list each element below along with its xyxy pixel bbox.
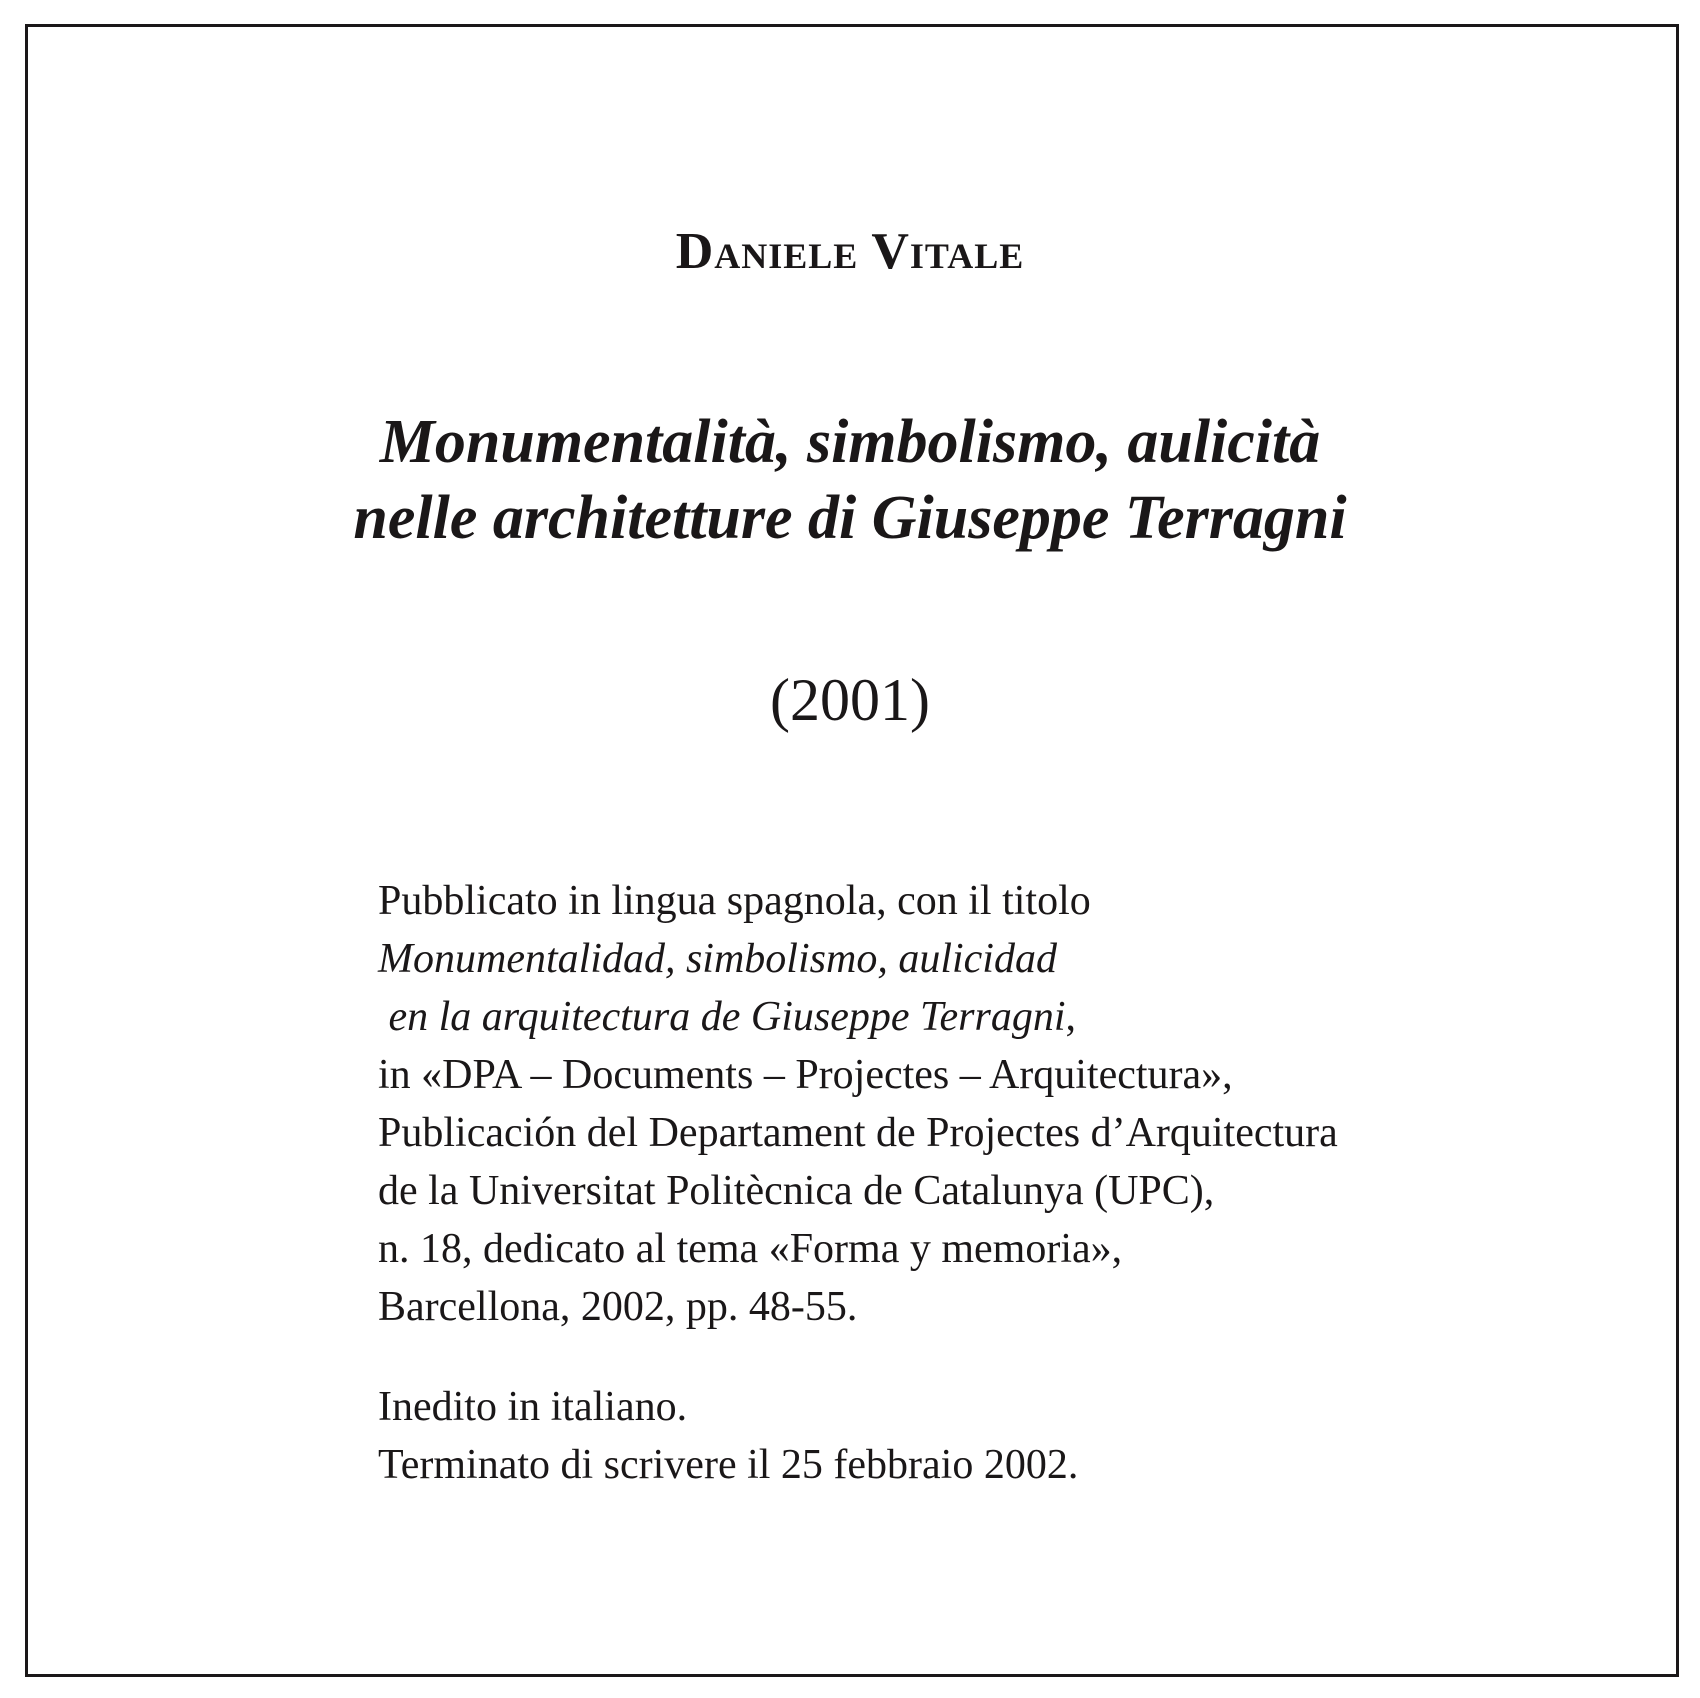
issue-info: n. 18, dedicato al tema «Forma y memoria»,	[378, 1226, 1123, 1272]
completion-date-note: Terminato di scrivere il 25 febbraio 2002.	[378, 1442, 1079, 1488]
unpublished-note: Inedito in italiano.	[378, 1384, 688, 1430]
spanish-title-line-2: en la arquitectura de Giuseppe Terragni	[388, 994, 1066, 1040]
publication-intro: Pubblicato in lingua spagnola, con il titolo	[378, 878, 1091, 924]
essay-title-line-1: Monumentalità, simbolismo, aulicità	[379, 408, 1321, 476]
journal-name: in «DPA – Documents – Projectes – Arquitectura»,	[378, 1052, 1233, 1098]
essay-year: (2001)	[770, 667, 930, 733]
publisher-line-1: Publicación del Departament de Projectes d’Arquitectura	[378, 1110, 1338, 1156]
essay-title	[0, 404, 1700, 556]
spanish-title-suffix: ,	[1065, 994, 1077, 1040]
essay-title-line-2: nelle architetture di Giuseppe Terragni	[353, 484, 1347, 552]
place-and-pages: Barcellona, 2002, pp. 48-55.	[378, 1284, 858, 1330]
publication-notes	[378, 872, 1638, 1494]
paragraph-gap	[378, 1336, 1638, 1378]
author-name: Daniele Vitale	[675, 223, 1025, 280]
spanish-title-line-1: Monumentalidad, simbolismo, aulicidad	[378, 936, 1057, 982]
spanish-title-line-2-row	[378, 988, 1638, 1046]
publisher-line-2: de la Universitat Politècnica de Catalunya (UPC),	[378, 1168, 1215, 1214]
